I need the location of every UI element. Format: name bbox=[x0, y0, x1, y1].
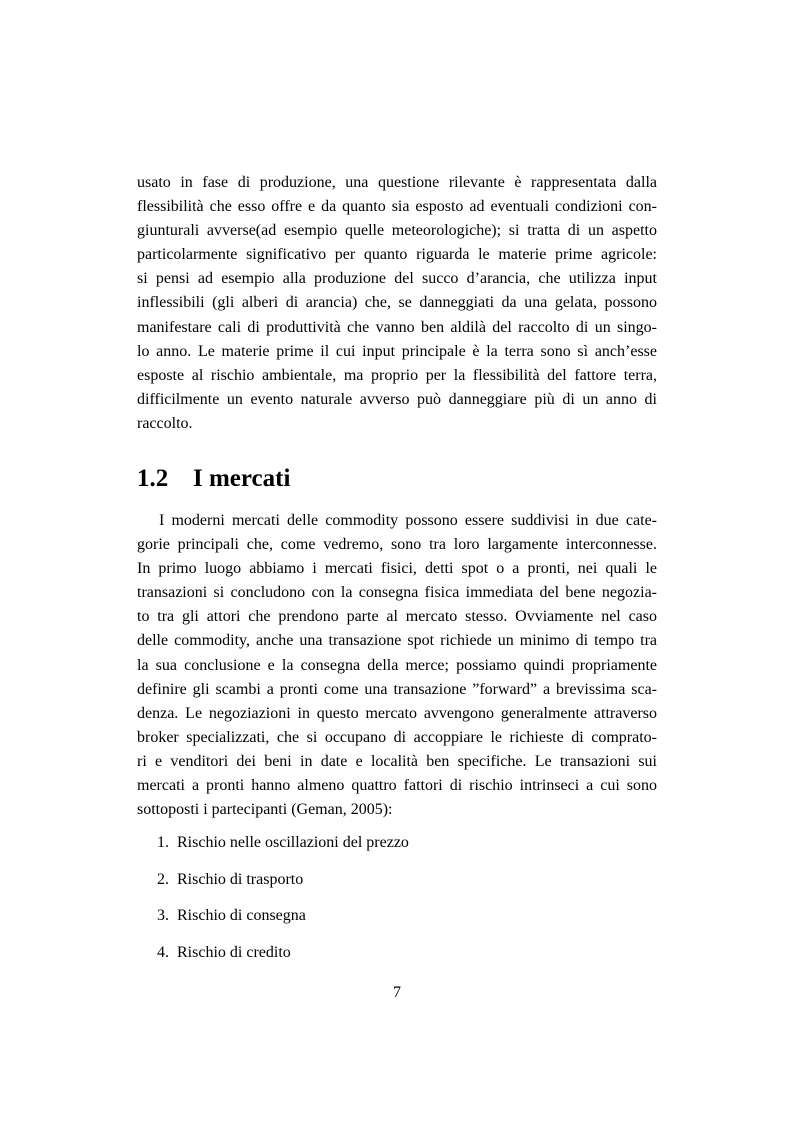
text-line: broker specializzati, che si occupano di accoppiare le richieste di comprato- bbox=[137, 728, 657, 746]
section-number: 1.2 bbox=[137, 465, 169, 492]
page-number: 7 bbox=[393, 984, 401, 1001]
text-line: to tra gli attori che prendono parte al mercato stesso. Ovviamente nel caso bbox=[137, 608, 657, 626]
text-line: raccolto. bbox=[137, 414, 193, 432]
list-item bbox=[137, 868, 657, 905]
text-line: gorie principali che, come vedremo, sono tra loro largamente interconnesse. bbox=[137, 536, 657, 554]
paragraph-mercati bbox=[137, 509, 657, 822]
list-item-text: Rischio nelle oscillazioni del prezzo bbox=[177, 834, 409, 851]
text-line: lo anno. Le materie prime il cui input principale è la terra sono sì anch’esse bbox=[137, 342, 657, 360]
text-line: inflessibili (gli alberi di arancia) che, se danneggiati da una gelata, possono bbox=[137, 294, 657, 312]
text-line: delle commodity, anche una transazione spot richiede un minimo di tempo tra bbox=[137, 632, 657, 650]
text-line: particolarmente significativo per quanto riguarda le materie prime agricole: bbox=[137, 246, 657, 264]
section-title: I mercati bbox=[193, 465, 291, 492]
text-line: esposte al rischio ambientale, ma proprio per la flessibilità del fattore terra, bbox=[137, 366, 657, 384]
text-line: si pensi ad esempio alla produzione del succo d’arancia, che utilizza input bbox=[137, 270, 657, 288]
list-marker: 1. bbox=[157, 834, 169, 851]
text-line: ri e venditori dei beni in date e località ben specifiche. Le transazioni sui bbox=[137, 752, 657, 770]
list-marker: 2. bbox=[157, 870, 169, 888]
text-line: la sua conclusione e la consegna della merce; possiamo quindi propriamente bbox=[137, 656, 657, 674]
text-line: giunturali avverse(ad esempio quelle meteorologiche); si tratta di un aspetto bbox=[137, 222, 657, 240]
text-line: usato in fase di produzione, una questione rilevante è rappresentata dalla bbox=[137, 174, 657, 191]
list-item-text: Rischio di credito bbox=[177, 944, 291, 962]
list-marker: 3. bbox=[157, 907, 169, 925]
paragraph-flessibilita bbox=[137, 171, 657, 436]
text-line: mercati a pronti hanno almeno quattro fattori di rischio intrinseci a cui sono bbox=[137, 777, 657, 795]
text-line: I moderni mercati delle commodity possono essere suddivisi in due cate- bbox=[159, 512, 657, 529]
text-line: transazioni si concludono con la consegna fisica immediata del bene negozia- bbox=[137, 584, 657, 602]
risk-list bbox=[137, 831, 657, 978]
text-line: sottoposti i partecipanti (Geman, 2005): bbox=[137, 801, 393, 819]
list-item bbox=[137, 904, 657, 941]
text-line: difficilmente un evento naturale avverso può danneggiare più di un anno di bbox=[137, 390, 657, 408]
text-line: manifestare cali di produttività che vanno ben aldilà del raccolto di un singo- bbox=[137, 318, 657, 336]
text-line: In primo luogo abbiamo i mercati fisici, detti spot o a pronti, nei quali le bbox=[137, 560, 657, 578]
list-marker: 4. bbox=[157, 944, 169, 962]
text-line: denza. Le negoziazioni in questo mercato avvengono generalmente attraverso bbox=[137, 704, 657, 722]
text-line: flessibilità che esso offre e da quanto sia esposto ad eventuali condizioni con- bbox=[137, 198, 657, 216]
list-item bbox=[137, 941, 657, 978]
list-item-text: Rischio di trasporto bbox=[177, 870, 304, 888]
list-item bbox=[137, 831, 657, 868]
section-heading bbox=[137, 464, 657, 494]
list-item-text: Rischio di consegna bbox=[177, 907, 306, 925]
text-line: definire gli scambi a pronti come una transazione ”forward” a brevissima sca- bbox=[137, 680, 657, 698]
